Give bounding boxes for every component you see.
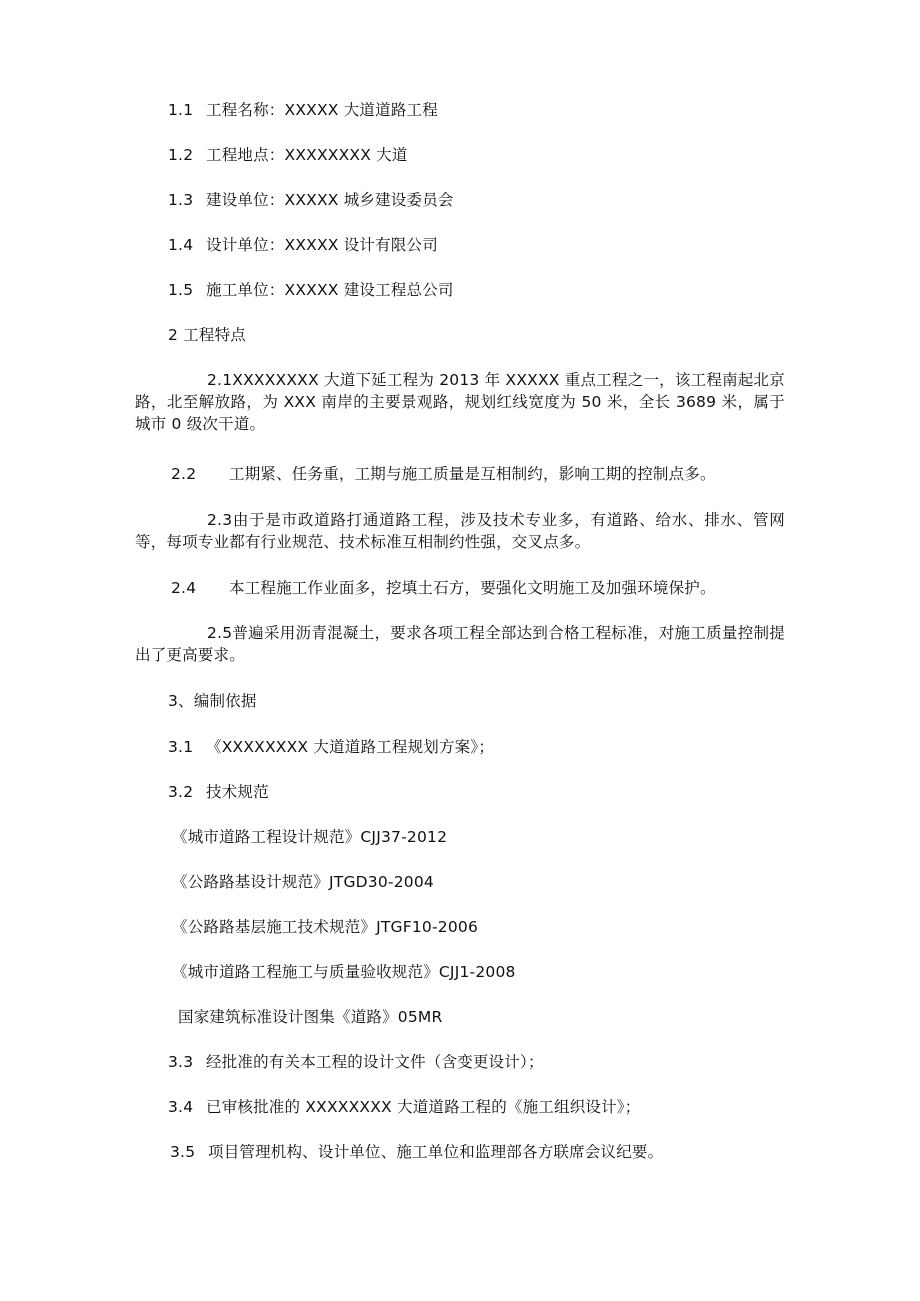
project-info-line-1-5 <box>168 279 454 301</box>
project-info-line-1-3 <box>168 189 454 211</box>
item-text: 施工单位：XXXXX 建设工程总公司 <box>206 281 454 299</box>
item-number: 3.4 <box>168 1098 194 1116</box>
standard-item: 《城市道路工程施工与质量验收规范》CJJ1-2008 <box>172 963 516 981</box>
item-text: 由于是市政道路打通道路工程，涉及技术专业多，有道路、给水、排水、管网等，每项专业都有行业规范、技术标准互相制约性强，交叉点多。 <box>135 511 785 551</box>
item-number: 2.3 <box>207 511 233 529</box>
item-number: 2.2 <box>171 465 197 483</box>
item-text: XXXXXXXX 大道下延工程为 2013 年 XXXXX 重点工程之一，该工程南起北京路，北至解放路，为 XXX 南岸的主要景观路，规划红线宽度为 50 米，全长 3689 米，属于城市 0 级次干道。 <box>135 371 785 433</box>
item-text: 建设单位：XXXXX 城乡建设委员会 <box>206 191 454 209</box>
item-number: 3.5 <box>170 1143 196 1161</box>
item-number: 1.1 <box>168 101 194 119</box>
project-info-line-1-1 <box>168 99 438 121</box>
paragraph-2-4 <box>171 577 716 599</box>
standard-item: 《公路路基层施工技术规范》JTGF10-2006 <box>172 918 479 936</box>
item-3-4 <box>168 1096 640 1118</box>
standard-item: 《城市道路工程设计规范》CJJ37-2012 <box>172 828 448 846</box>
item-number: 3.1 <box>168 738 194 756</box>
item-text: 普遍采用沥青混凝土，要求各项工程全部达到合格工程标准，对施工质量控制提出了更高要求。 <box>135 624 785 664</box>
item-3-1 <box>168 736 494 758</box>
item-text: 经批准的有关本工程的设计文件（含变更设计）； <box>206 1053 544 1071</box>
item-number: 2.5 <box>207 624 233 642</box>
item-text: 设计单位：XXXXX 设计有限公司 <box>206 236 438 254</box>
item-3-5 <box>170 1141 663 1163</box>
item-number: 2.1 <box>207 371 233 389</box>
item-number: 1.4 <box>168 236 194 254</box>
item-number: 1.5 <box>168 281 194 299</box>
item-number: 1.3 <box>168 191 194 209</box>
project-info-line-1-4 <box>168 234 438 256</box>
item-number: 3.3 <box>168 1053 194 1071</box>
item-text: 《XXXXXXXX 大道道路工程规划方案》； <box>206 738 495 756</box>
item-text: 本工程施工作业面多，挖填土石方，要强化文明施工及加强环境保护。 <box>229 579 716 597</box>
item-number: 3.2 <box>168 783 194 801</box>
paragraph-2-5 <box>135 622 785 666</box>
item-number: 2.4 <box>171 579 197 597</box>
standard-item: 《公路路基设计规范》JTGD30-2004 <box>172 873 434 891</box>
item-text: 工程名称：XXXXX 大道道路工程 <box>206 101 438 119</box>
paragraph-2-2 <box>171 463 716 485</box>
item-text: 已审核批准的 XXXXXXXX 大道道路工程的《施工组织设计》； <box>206 1098 641 1116</box>
standard-item: 国家建筑标准设计图集《道路》05MR <box>178 1008 443 1026</box>
item-text: 工程地点：XXXXXXXX 大道 <box>206 146 408 164</box>
item-3-2 <box>168 781 269 803</box>
project-info-line-1-2 <box>168 144 408 166</box>
paragraph-2-1 <box>135 369 785 435</box>
section-2-heading: 2 工程特点 <box>168 326 246 344</box>
paragraph-2-3 <box>135 509 785 553</box>
item-3-3 <box>168 1051 544 1073</box>
item-number: 1.2 <box>168 146 194 164</box>
item-text: 技术规范 <box>206 783 269 801</box>
section-3-heading: 3、编制依据 <box>168 692 257 710</box>
item-text: 工期紧、任务重，工期与施工质量是互相制约，影响工期的控制点多。 <box>229 465 716 483</box>
item-text: 项目管理机构、设计单位、施工单位和监理部各方联席会议纪要。 <box>208 1143 664 1161</box>
